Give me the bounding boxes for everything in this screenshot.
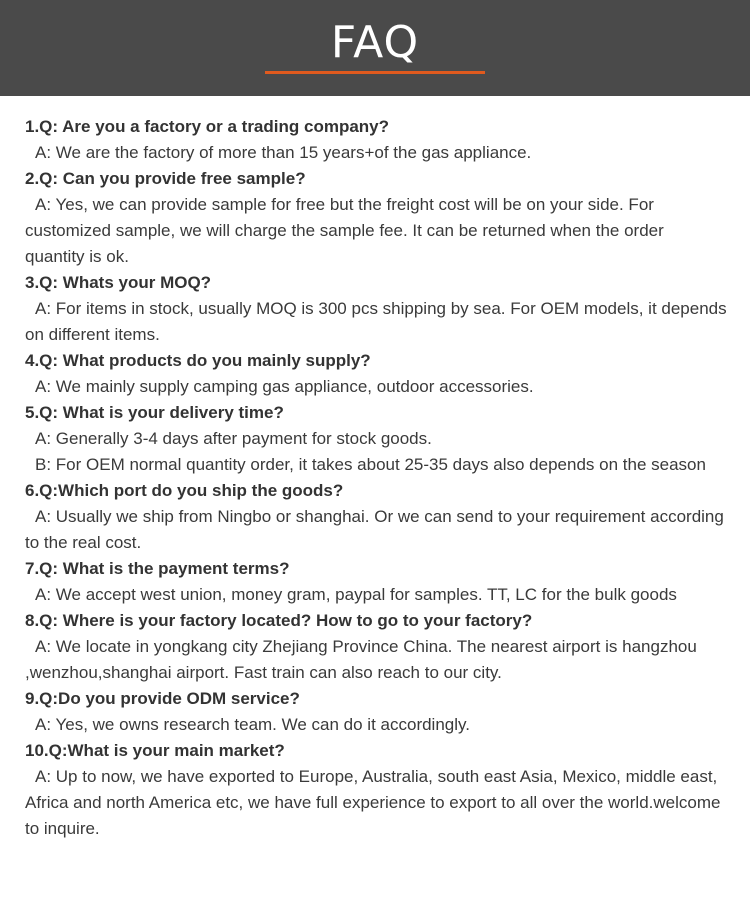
faq-question: 3.Q: Whats your MOQ? bbox=[25, 273, 212, 292]
faq-question: 10.Q:What is your main market? bbox=[25, 741, 285, 760]
faq-item-7 bbox=[25, 556, 727, 608]
faq-answer: A: We accept west union, money gram, paypal for samples. TT, LC for the bulk goods bbox=[35, 585, 677, 604]
faq-item-5 bbox=[25, 400, 727, 478]
faq-answer: A: Usually we ship from Ningbo or shanghai. Or we can send to your requirement according to the real cost. bbox=[25, 507, 724, 552]
faq-answer: A: Yes, we can provide sample for free but the freight cost will be on your side. For customized sample, we will charge the sample fee. It can be returned when the order quantity is ok. bbox=[25, 195, 664, 266]
faq-answer: A: Yes, we owns research team. We can do it accordingly. bbox=[35, 715, 470, 734]
faq-list bbox=[25, 114, 727, 842]
faq-question: 8.Q: Where is your factory located? How to go to your factory? bbox=[25, 611, 533, 630]
faq-item-3 bbox=[25, 270, 727, 348]
faq-item-6 bbox=[25, 478, 727, 556]
page-title: FAQ bbox=[330, 17, 420, 68]
faq-item-4 bbox=[25, 348, 727, 400]
faq-item-1 bbox=[25, 114, 727, 166]
faq-item-10 bbox=[25, 738, 727, 842]
faq-question: 1.Q: Are you a factory or a trading company? bbox=[25, 117, 390, 136]
faq-item-9 bbox=[25, 686, 727, 738]
faq-answer: A: Up to now, we have exported to Europe, Australia, south east Asia, Mexico, middle east, Africa and north America etc, we have full experience to export to all over the world.welcome to inquire. bbox=[25, 767, 721, 838]
faq-question: 5.Q: What is your delivery time? bbox=[25, 403, 284, 422]
faq-answer: A: We locate in yongkang city Zhejiang Province China. The nearest airport is hangzhou ,wenzhou,shanghai airport. Fast train can also reach to our city. bbox=[25, 637, 697, 682]
faq-question: 7.Q: What is the payment terms? bbox=[25, 559, 290, 578]
faq-answer: A: Generally 3-4 days after payment for stock goods. bbox=[35, 429, 432, 448]
faq-answer: B: For OEM normal quantity order, it takes about 25-35 days also depends on the season bbox=[35, 455, 706, 474]
faq-answer: A: We mainly supply camping gas appliance, outdoor accessories. bbox=[35, 377, 534, 396]
title-underline bbox=[265, 71, 485, 74]
faq-question: 9.Q:Do you provide ODM service? bbox=[25, 689, 300, 708]
faq-answer: A: For items in stock, usually MOQ is 300 pcs shipping by sea. For OEM models, it depends on different items. bbox=[25, 299, 727, 344]
faq-item-8 bbox=[25, 608, 727, 686]
faq-question: 4.Q: What products do you mainly supply? bbox=[25, 351, 371, 370]
faq-question: 6.Q:Which port do you ship the goods? bbox=[25, 481, 344, 500]
faq-answer: A: We are the factory of more than 15 years+of the gas appliance. bbox=[35, 143, 532, 162]
faq-question: 2.Q: Can you provide free sample? bbox=[25, 169, 306, 188]
faq-item-2 bbox=[25, 166, 727, 270]
faq-header bbox=[0, 0, 750, 96]
